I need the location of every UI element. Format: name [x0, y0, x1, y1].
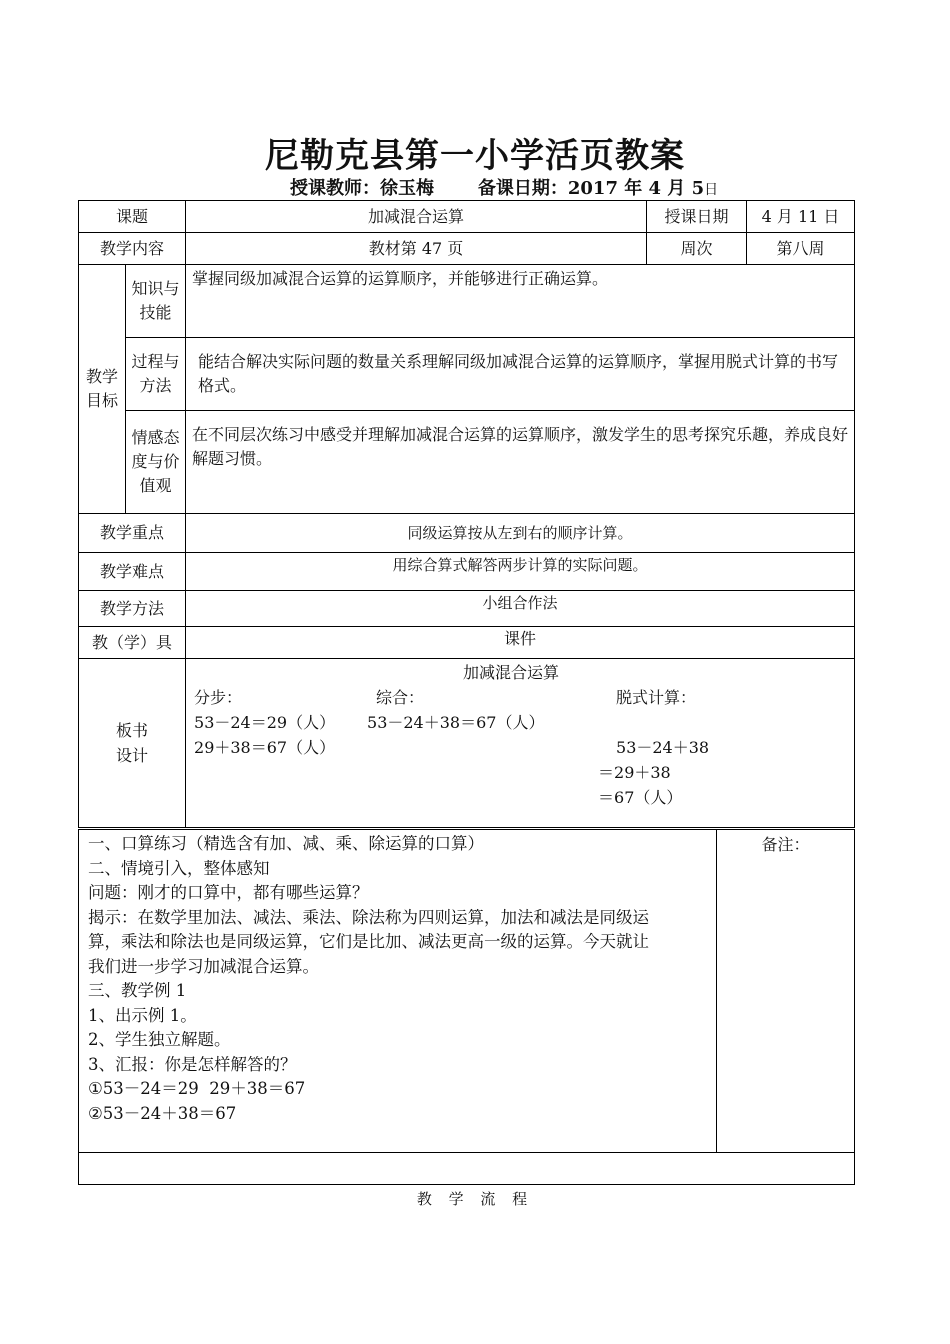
week-value: 第八周: [747, 233, 855, 265]
method-row: [79, 591, 855, 627]
teacher-name: 徐玉梅: [380, 178, 434, 199]
method-value: 小组合作法: [186, 591, 855, 627]
teaching-flow-table: [78, 829, 855, 1185]
board-col3-head: 脱式计算：: [616, 688, 697, 707]
method-label: 教学方法: [79, 591, 186, 627]
page-title: 尼勒克县第一小学活页教案: [265, 136, 685, 176]
goal-row-process: [79, 338, 855, 411]
topic-row: [79, 201, 855, 233]
key-point-value: 同级运算按从左到右的顺序计算。: [186, 514, 855, 553]
goal-label-knowledge: 知识与技能: [126, 265, 186, 338]
board-label: 板书设计: [79, 659, 186, 828]
board-col2-line1: 53－24＋38＝67（人）: [367, 713, 545, 732]
flow-empty-cell: [79, 1153, 855, 1185]
goal-row-knowledge: [79, 265, 855, 338]
flow-line: 揭示：在数学里加法、减法、乘法、除法称为四则运算，加法和减法是同级运: [88, 907, 649, 927]
flow-line: 算，乘法和除法也是同级运算，它们是比加、减法更高一级的运算。今天就让: [88, 932, 649, 951]
difficulty-row: [79, 553, 855, 591]
key-point-row: [79, 514, 855, 553]
flow-line: 一、口算练习（精选含有加、减、乘、除运算的口算）: [88, 834, 484, 853]
topic-value: 加减混合运算: [186, 201, 647, 233]
tools-row: [79, 627, 855, 659]
flow-footer-label: 教 学 流 程: [416, 1190, 534, 1208]
flow-line: 三、教学例 1: [88, 981, 187, 1000]
date-value: 4 月 11 日: [747, 201, 855, 233]
board-col2-head: 综合：: [376, 688, 425, 707]
flow-line: 1、出示例 1。: [88, 1005, 197, 1025]
goal-text-process: 能结合解决实际问题的数量关系理解同级加减混合运算的运算顺序，掌握用脱式计算的书写格式。: [186, 338, 855, 411]
goals-label: 教学目标: [79, 265, 126, 514]
board-col3-line3: ＝67（人）: [598, 788, 683, 807]
board-row: [79, 659, 855, 828]
flow-line: ②53－24＋38＝67: [88, 1103, 237, 1123]
flow-line: ①53－24＝29 29＋38＝67: [88, 1079, 306, 1098]
prep-date-label: 备课日期：: [477, 178, 568, 199]
date-label: 授课日期: [647, 201, 747, 233]
board-col1-line1: 53－24＝29（人）: [194, 713, 336, 732]
subtitle: [290, 174, 718, 200]
teacher-label: 授课教师：: [290, 178, 380, 199]
goal-text-knowledge: 掌握同级加减混合运算的运算顺序，并能够进行正确运算。: [186, 265, 855, 338]
flow-line: 问题：刚才的口算中，都有哪些运算？: [88, 883, 369, 902]
prep-date-value: 2017 年 4 月 5: [567, 178, 705, 199]
prep-date-suffix: 日: [704, 182, 719, 198]
flow-body: [79, 830, 717, 1153]
key-point-label: 教学重点: [79, 514, 186, 553]
content-row: [79, 233, 855, 265]
flow-empty-row: [79, 1153, 855, 1185]
goal-label-process: 过程与方法: [126, 338, 186, 411]
goal-text-emotion: 在不同层次练习中感受并理解加减混合运算的运算顺序，激发学生的思考探究乐趣，养成良好解题习惯。: [186, 411, 855, 514]
difficulty-label: 教学难点: [79, 553, 186, 591]
goal-row-emotion: [79, 411, 855, 514]
board-col1-line2: 29＋38＝67（人）: [194, 738, 336, 757]
flow-line: 2、学生独立解题。: [88, 1030, 231, 1049]
content-label: 教学内容: [79, 233, 186, 265]
flow-row: [79, 830, 855, 1153]
topic-label: 课题: [79, 201, 186, 233]
goal-label-emotion: 情感态度与价值观: [126, 411, 186, 514]
flow-line: 我们进一步学习加减混合运算。: [88, 956, 319, 976]
board-col3-line2: ＝29＋38: [598, 763, 671, 782]
flow-line: 二、情境引入，整体感知: [88, 858, 270, 878]
content-value: 教材第 47 页: [186, 233, 647, 265]
board-col1-head: 分步：: [194, 688, 243, 707]
tools-value: 课件: [186, 627, 855, 659]
board-col3-line1: 53－24＋38: [616, 738, 710, 757]
tools-label: 教（学）具: [79, 627, 186, 659]
board-heading: 加减混合运算: [463, 663, 560, 682]
week-label: 周次: [647, 233, 747, 265]
board-content: [186, 659, 855, 828]
flow-line: 3、汇报：你是怎样解答的？: [88, 1054, 297, 1074]
lesson-plan-table: [78, 200, 855, 828]
difficulty-value: 用综合算式解答两步计算的实际问题。: [186, 553, 855, 591]
note-cell: 备注：: [717, 830, 855, 1153]
